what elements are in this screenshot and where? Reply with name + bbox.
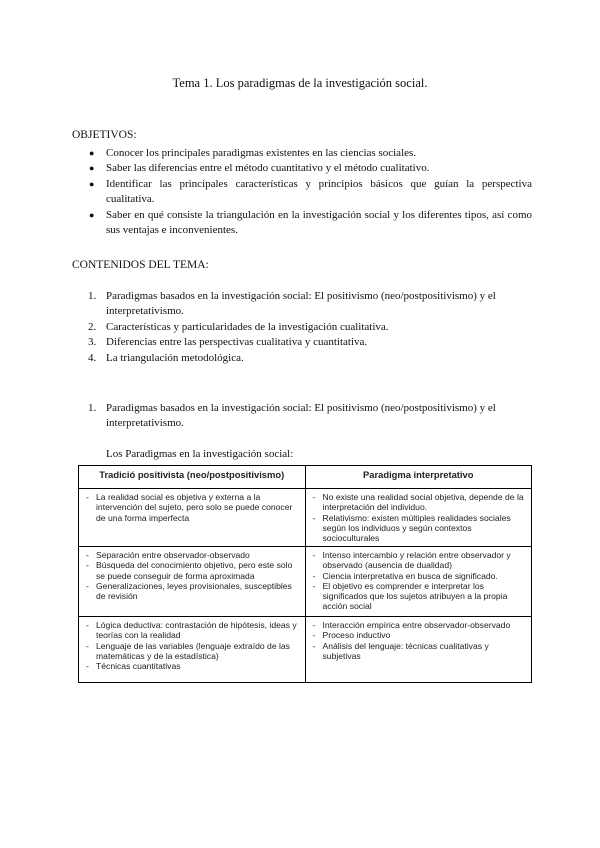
table-cell [305, 547, 532, 617]
list-item: ● Saber las diferencias entre el método cuantitativo y el método cualitativo. [78, 161, 532, 176]
table-cell [79, 489, 306, 547]
list-item: - Análisis del lenguaje: técnicas cualitativas y subjetivas [312, 640, 489, 661]
list-item: - La realidad social es objetiva y externa a la intervención del sujeto, pero solo se puede conocer de una forma imperfecta [86, 492, 293, 523]
table-cell [305, 489, 532, 547]
list-item: - Generalizaciones, leyes provisionales, susceptibles de revisión [86, 580, 292, 602]
column-header-positivist: Tradició positivista (neo/postpositivismo) [79, 466, 306, 489]
list-item: - Intenso intercambio y relación entre observador y observado (ausencia de dualidad) [312, 550, 511, 571]
table-cell [79, 547, 306, 617]
bullet-icon: ● [89, 209, 95, 220]
list-item: - Separación entre observador-observado [86, 550, 250, 560]
list-item: ● Conocer los principales paradigmas existentes en las ciencias sociales. [78, 146, 532, 161]
table-cell [305, 617, 532, 683]
contenidos-heading: CONTENIDOS DEL TEMA: [72, 259, 209, 271]
bullet-icon: ● [89, 178, 95, 189]
list-item: - Técnicas cuantitativas [86, 661, 181, 672]
table-header-row [79, 466, 532, 489]
table-row [79, 547, 532, 617]
bullet-icon: ● [89, 163, 95, 174]
contenidos-list [84, 289, 534, 366]
list-item: - Ciencia interpretativa en busca de significado. [312, 570, 498, 581]
list-item: - Relativismo: existen múltiples realidades sociales según los individuos y según contextos socioculturales [312, 512, 511, 544]
list-item: 1. Paradigmas basados en la investigación social: El positivismo (neo/postpositivismo) y el interpretativismo. [88, 290, 496, 318]
list-item: - Búsqueda del conocimiento objetivo, pero este solo se puede conseguir de forma aproximada [86, 560, 293, 581]
list-item: 3. Diferencias entre las perspectivas cualitativa y cuantitativa. [88, 336, 368, 349]
list-item: - El objetivo es comprender e interpretar los significados que los sujetos atribuyen a la propia acción social [312, 580, 508, 612]
column-header-interpretive: Paradigma interpretativo [305, 466, 532, 489]
table-row [79, 617, 532, 683]
bullet-icon: ● [89, 148, 95, 158]
list-item: - No existe una realidad social objetiva, depende de la interpretación del individuo. [312, 492, 524, 513]
objetivos-list [78, 146, 532, 238]
list-item: - Proceso inductivo [312, 630, 391, 641]
list-item: ● Saber en qué consiste la triangulación en la investigación social y los diferentes tipos, así como sus ventajas e inconvenientes. [89, 208, 532, 237]
list-item: ● Identificar las principales características y principios básicos que guían la perspectiva cualitativa. [89, 177, 532, 206]
list-item: 2. Características y particularidades de la investigación cualitativa. [88, 320, 389, 333]
page-title: Tema 1. Los paradigmas de la investigación social. [172, 76, 428, 90]
list-item: - Lógica deductiva: contrastación de hipótesis, ideas y teorías con la realidad [86, 620, 297, 641]
objetivos-heading: OBJETIVOS: [72, 129, 137, 141]
table-cell [79, 617, 306, 683]
section-1-heading: 1. Paradigmas basados en la investigación social: El positivismo (neo/postpositivismo) y el interpretativismo. [88, 402, 496, 430]
table-caption: Los Paradigmas en la investigación social: [106, 448, 294, 460]
paradigms-table [78, 465, 532, 683]
list-item: 4. La triangulación metodológica. [88, 351, 244, 364]
table-row [79, 489, 532, 547]
list-item: - Interacción empírica entre observador-observado [312, 620, 511, 630]
list-item: - Lenguaje de las variables (lenguaje extraído de las matemáticas y de la estadística) [86, 640, 290, 661]
